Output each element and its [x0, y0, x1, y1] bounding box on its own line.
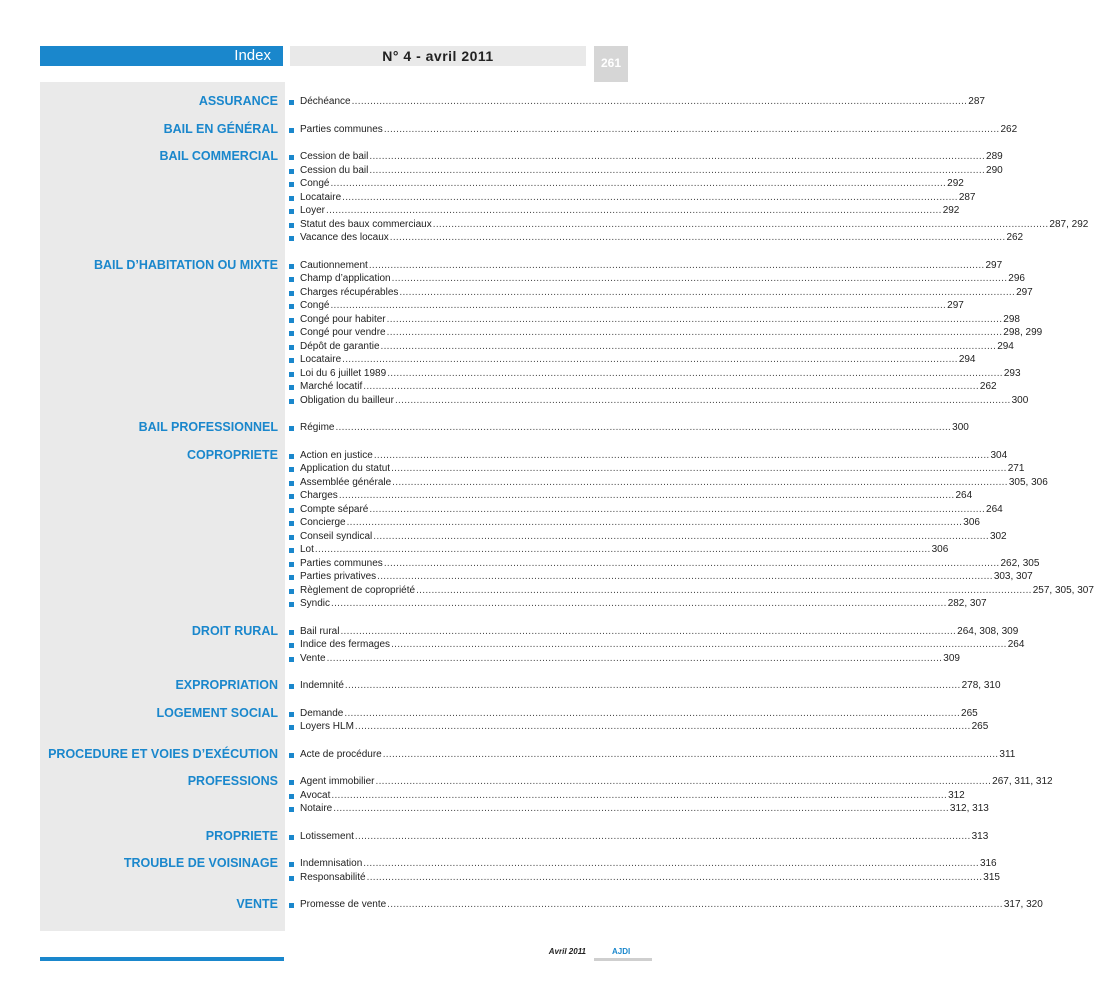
dot-leader: ........................................................................................................................................................................................................	[369, 503, 986, 515]
bullet-icon	[289, 725, 294, 730]
entry-pages: 304	[990, 449, 1008, 461]
entry-pages: 264	[955, 490, 973, 501]
entry-pages: 303, 307	[993, 571, 1033, 582]
index-entry	[289, 340, 1014, 354]
bullet-icon	[289, 291, 294, 296]
bullet-icon	[289, 209, 294, 214]
index-entry	[289, 489, 973, 503]
index-entry	[289, 789, 965, 803]
entry-label: Responsabilité	[300, 871, 366, 883]
entry-pages: 264	[986, 503, 1003, 515]
entry-pages: 300	[952, 422, 969, 433]
dot-leader: ........................................................................................................................................................................................................	[387, 899, 1003, 910]
dot-leader: ........................................................................................................................................................................................................	[331, 598, 947, 609]
entry-pages: 257, 305, 307	[1032, 584, 1094, 596]
dot-leader: ........................................................................................................................................................................................................	[354, 721, 971, 732]
entry-pages: 287	[958, 191, 976, 203]
entry-pages: 298	[1003, 313, 1020, 325]
index-entry	[289, 123, 1018, 137]
section-title: PROCEDURE ET VOIES D’EXÉCUTION	[48, 746, 278, 761]
entry-label: Vente	[300, 652, 326, 664]
entry-pages: 297	[985, 259, 1003, 271]
index-entry	[289, 353, 976, 367]
entry-label: Promesse de vente	[300, 899, 387, 910]
index-entry	[289, 164, 1003, 178]
dot-leader: ........................................................................................................................................................................................................	[344, 707, 961, 719]
dot-leader: ........................................................................................................................................................................................................	[373, 449, 990, 461]
entry-label: Congé	[300, 178, 330, 189]
entry-pages: 267, 311, 312	[992, 776, 1053, 787]
bullet-icon	[289, 182, 294, 187]
entry-label: Concierge	[300, 517, 346, 528]
entry-label: Action en justice	[300, 449, 373, 461]
bullet-icon	[289, 589, 294, 594]
entry-pages: 315	[983, 871, 1000, 883]
bullet-icon	[289, 467, 294, 472]
index-entry	[289, 584, 1094, 598]
entry-label: Parties privatives	[300, 571, 377, 582]
index-entry	[289, 367, 1021, 381]
entry-label: Notaire	[300, 803, 333, 814]
bullet-icon	[289, 643, 294, 648]
index-entry	[289, 313, 1020, 327]
bullet-icon	[289, 399, 294, 404]
entry-label: Indemnisation	[300, 858, 363, 869]
dot-leader: ........................................................................................................................................................................................................	[380, 340, 997, 352]
entry-label: Champ d’application	[300, 273, 391, 284]
entry-pages: 262	[979, 381, 997, 392]
bullet-icon	[289, 264, 294, 269]
dot-leader: ........................................................................................................................................................................................................	[394, 394, 1011, 406]
entry-pages: 292	[942, 205, 960, 216]
section-title: VENTE	[236, 897, 278, 911]
entry-label: Vacance des locaux	[300, 232, 389, 243]
entry-label: Lotissement	[300, 830, 354, 842]
dot-leader: ........................................................................................................................................................................................................	[330, 300, 947, 311]
dot-leader: ........................................................................................................................................................................................................	[330, 178, 947, 189]
entry-pages: 290	[986, 164, 1003, 176]
bullet-icon	[289, 236, 294, 241]
entry-pages: 313	[971, 830, 989, 842]
entry-label: Application du statut	[300, 463, 391, 474]
bullet-icon	[289, 358, 294, 363]
index-entry	[289, 150, 1003, 164]
entry-pages: 306	[963, 517, 980, 528]
entry-label: Déchéance	[300, 96, 351, 107]
dot-leader: ........................................................................................................................................................................................................	[346, 517, 963, 528]
entry-pages: 264, 308, 309	[957, 625, 1019, 637]
entry-label: Parties communes	[300, 123, 383, 135]
bullet-icon	[289, 481, 294, 486]
issue-header: N° 4 - avril 2011	[290, 46, 586, 66]
entry-pages: 309	[943, 652, 960, 664]
dot-leader: ........................................................................................................................................................................................................	[338, 490, 955, 501]
entry-label: Loyers HLM	[300, 721, 354, 732]
entry-label: Avocat	[300, 789, 331, 801]
index-entry	[289, 95, 985, 109]
entry-pages: 311	[999, 748, 1016, 760]
dot-leader: ........................................................................................................................................................................................................	[340, 625, 957, 637]
bullet-icon	[289, 385, 294, 390]
entry-label: Acte de procédure	[300, 748, 382, 760]
footer-accent-line	[40, 957, 284, 961]
index-entry	[289, 394, 1029, 408]
entry-label: Locataire	[300, 191, 342, 203]
bullet-icon	[289, 331, 294, 336]
bullet-icon	[289, 575, 294, 580]
entry-pages: 306	[931, 544, 949, 555]
index-entry	[289, 191, 976, 205]
index-entry	[289, 707, 978, 721]
dot-leader: ........................................................................................................................................................................................................	[386, 313, 1003, 325]
index-entry	[289, 543, 949, 557]
section-title: ASSURANCE	[198, 94, 278, 108]
dot-leader: ........................................................................................................................................................................................................	[391, 273, 1008, 284]
bullet-icon	[289, 753, 294, 758]
entry-label: Bail rural	[300, 625, 340, 637]
dot-leader: ........................................................................................................................................................................................................	[432, 218, 1049, 230]
entry-pages: 282, 307	[947, 598, 987, 609]
entry-pages: 317, 320	[1003, 899, 1043, 910]
index-entry	[289, 625, 1019, 639]
dot-leader: ........................................................................................................................................................................................................	[351, 96, 968, 107]
bullet-icon	[289, 128, 294, 133]
index-entry	[289, 516, 980, 530]
dot-leader: ........................................................................................................................................................................................................	[342, 191, 958, 203]
entry-pages: 278, 310	[961, 680, 1001, 691]
entry-label: Congé pour habiter	[300, 313, 386, 325]
entry-pages: 262, 305	[1000, 557, 1040, 569]
bullet-icon	[289, 903, 294, 908]
index-entry	[289, 570, 1033, 584]
dot-leader: ........................................................................................................................................................................................................	[326, 652, 943, 664]
dot-leader: ........................................................................................................................................................................................................	[375, 776, 992, 787]
entry-label: Congé pour vendre	[300, 327, 386, 338]
index-entry	[289, 557, 1040, 571]
entry-pages: 316	[979, 858, 997, 869]
entry-label: Syndic	[300, 598, 331, 609]
entry-label: Charges	[300, 490, 338, 501]
index-entry	[289, 503, 1003, 517]
bullet-icon	[289, 535, 294, 540]
entry-label: Cession de bail	[300, 151, 369, 162]
dot-leader: ........................................................................................................................................................................................................	[373, 530, 989, 542]
bullet-icon	[289, 548, 294, 553]
entry-pages: 262	[1006, 232, 1024, 243]
entry-pages: 265	[961, 707, 978, 719]
entry-label: Obligation du bailleur	[300, 394, 394, 406]
bullet-icon	[289, 876, 294, 881]
bullet-icon	[289, 169, 294, 174]
index-entry	[289, 679, 1001, 693]
bullet-icon	[289, 196, 294, 201]
index-entry	[289, 597, 987, 611]
dot-leader: ........................................................................................................................................................................................................	[383, 123, 1000, 135]
entry-pages: 302	[989, 530, 1007, 542]
bullet-icon	[289, 630, 294, 635]
entry-pages: 264	[1007, 639, 1025, 650]
bullet-icon	[289, 304, 294, 309]
dot-leader: ........................................................................................................................................................................................................	[344, 680, 961, 691]
bullet-icon	[289, 521, 294, 526]
entry-label: Locataire	[300, 354, 342, 365]
entry-label: Cession du bail	[300, 164, 369, 176]
index-entry	[289, 272, 1025, 286]
index-entry	[289, 286, 1033, 300]
bullet-icon	[289, 277, 294, 282]
entry-pages: 300	[1011, 394, 1029, 406]
footer-brand: AJDI	[612, 947, 631, 956]
index-entry	[289, 720, 989, 734]
dot-leader: ........................................................................................................................................................................................................	[369, 164, 986, 176]
entry-label: Règlement de copropriété	[300, 584, 416, 596]
index-entry	[289, 462, 1025, 476]
index-entry	[289, 476, 1048, 490]
section-title: EXPROPRIATION	[175, 678, 278, 692]
section-title: BAIL D’HABITATION OU MIXTE	[93, 257, 278, 272]
bullet-icon	[289, 794, 294, 799]
dot-leader: ........................................................................................................................................................................................................	[368, 259, 985, 271]
dot-leader: ........................................................................................................................................................................................................	[331, 789, 948, 801]
dot-leader: ........................................................................................................................................................................................................	[391, 463, 1007, 474]
index-entry	[289, 380, 997, 394]
index-entry	[289, 857, 997, 871]
index-entry	[289, 326, 1043, 340]
dot-leader: ........................................................................................................................................................................................................	[387, 367, 1003, 379]
index-entry	[289, 898, 1043, 912]
bullet-icon	[289, 657, 294, 662]
entry-pages: 287, 292	[1049, 218, 1089, 230]
index-entry	[289, 871, 1000, 885]
bullet-icon	[289, 318, 294, 323]
entry-pages: 293	[1003, 367, 1021, 379]
bullet-icon	[289, 862, 294, 867]
footer-rule	[594, 958, 652, 961]
entry-pages: 296	[1008, 273, 1025, 284]
entry-label: Conseil syndical	[300, 530, 373, 542]
dot-leader: ........................................................................................................................................................................................................	[363, 858, 979, 869]
entry-label: Charges récupérables	[300, 286, 399, 298]
bullet-icon	[289, 100, 294, 105]
dot-leader: ........................................................................................................................................................................................................	[391, 639, 1007, 650]
entry-pages: 305, 306	[1008, 476, 1048, 488]
page-number: 261	[594, 46, 628, 82]
entry-pages: 312	[948, 789, 965, 801]
entry-pages: 287	[968, 96, 985, 107]
entry-pages: 298, 299	[1003, 327, 1043, 338]
index-entry	[289, 830, 989, 844]
index-header: Index	[40, 46, 283, 66]
entry-label: Assemblée générale	[300, 476, 392, 488]
dot-leader: ........................................................................................................................................................................................................	[386, 327, 1003, 338]
entry-label: Loyer	[300, 205, 326, 216]
dot-leader: ........................................................................................................................................................................................................	[416, 584, 1032, 596]
dot-leader: ........................................................................................................................................................................................................	[399, 286, 1016, 298]
bullet-icon	[289, 454, 294, 459]
footer-date: Avril 2011	[548, 947, 586, 956]
bullet-icon	[289, 345, 294, 350]
index-entry	[289, 748, 1016, 762]
section-title: PROFESSIONS	[187, 774, 278, 788]
entry-pages: 297	[947, 300, 964, 311]
dot-leader: ........................................................................................................................................................................................................	[392, 476, 1008, 488]
index-entry	[289, 802, 989, 816]
entry-label: Statut des baux commerciaux	[300, 218, 432, 230]
index-entry	[289, 421, 969, 435]
dot-leader: ........................................................................................................................................................................................................	[333, 803, 949, 814]
index-entry	[289, 218, 1089, 232]
section-title: BAIL PROFESSIONNEL	[138, 420, 278, 434]
entry-label: Loi du 6 juillet 1989	[300, 367, 387, 379]
dot-leader: ........................................................................................................................................................................................................	[382, 748, 999, 760]
section-title: BAIL EN GÉNÉRAL	[163, 121, 278, 136]
bullet-icon	[289, 684, 294, 689]
dot-leader: ........................................................................................................................................................................................................	[326, 205, 942, 216]
entry-pages: 292	[947, 178, 964, 189]
bullet-icon	[289, 712, 294, 717]
bullet-icon	[289, 835, 294, 840]
bullet-icon	[289, 494, 294, 499]
dot-leader: ........................................................................................................................................................................................................	[342, 354, 958, 365]
entry-pages: 294	[958, 354, 976, 365]
entry-label: Indice des fermages	[300, 639, 391, 650]
dot-leader: ........................................................................................................................................................................................................	[335, 422, 952, 433]
entry-pages: 271	[1007, 463, 1025, 474]
entry-label: Cautionnement	[300, 259, 368, 271]
entry-pages: 297	[1016, 286, 1033, 298]
dot-leader: ........................................................................................................................................................................................................	[314, 544, 931, 555]
entry-label: Dépôt de garantie	[300, 340, 380, 352]
index-entry	[289, 449, 1008, 463]
index-entry	[289, 177, 964, 191]
section-title: BAIL COMMERCIAL	[159, 149, 278, 163]
index-entry	[289, 638, 1025, 652]
index-entry	[289, 530, 1007, 544]
entry-pages: 262	[1000, 123, 1018, 135]
dot-leader: ........................................................................................................................................................................................................	[377, 571, 993, 582]
index-entry	[289, 231, 1024, 245]
index-entry	[289, 775, 1053, 789]
bullet-icon	[289, 426, 294, 431]
bullet-icon	[289, 223, 294, 228]
section-title: LOGEMENT SOCIAL	[156, 705, 278, 720]
index-entry	[289, 204, 960, 218]
index-entry	[289, 299, 964, 313]
entry-label: Régime	[300, 422, 335, 433]
dot-leader: ........................................................................................................................................................................................................	[366, 871, 983, 883]
bullet-icon	[289, 602, 294, 607]
dot-leader: ........................................................................................................................................................................................................	[363, 381, 979, 392]
entry-label: Congé	[300, 300, 330, 311]
entry-pages: 294	[997, 340, 1014, 352]
index-entry	[289, 652, 960, 666]
entry-label: Compte séparé	[300, 503, 369, 515]
bullet-icon	[289, 562, 294, 567]
entry-label: Parties communes	[300, 557, 383, 569]
index-entry	[289, 259, 1003, 273]
entry-label: Indemnité	[300, 680, 344, 691]
section-title: DROIT RURAL	[191, 623, 278, 638]
entry-label: Demande	[300, 707, 344, 719]
bullet-icon	[289, 780, 294, 785]
entry-pages: 289	[986, 151, 1003, 162]
dot-leader: ........................................................................................................................................................................................................	[383, 557, 1000, 569]
section-title: COPROPRIETE	[187, 447, 278, 462]
bullet-icon	[289, 508, 294, 513]
dot-leader: ........................................................................................................................................................................................................	[354, 830, 971, 842]
dot-leader: ........................................................................................................................................................................................................	[369, 151, 986, 162]
sidebar-panel	[40, 82, 285, 931]
entry-pages: 265	[971, 721, 989, 732]
entry-label: Marché locatif	[300, 381, 363, 392]
dot-leader: ........................................................................................................................................................................................................	[389, 232, 1006, 243]
section-title: PROPRIETE	[205, 828, 278, 843]
bullet-icon	[289, 155, 294, 160]
bullet-icon	[289, 372, 294, 377]
entry-label: Agent immobilier	[300, 776, 375, 787]
entry-label: Lot	[300, 544, 314, 555]
section-title: TROUBLE DE VOISINAGE	[123, 856, 278, 870]
bullet-icon	[289, 807, 294, 812]
entry-pages: 312, 313	[949, 803, 989, 814]
